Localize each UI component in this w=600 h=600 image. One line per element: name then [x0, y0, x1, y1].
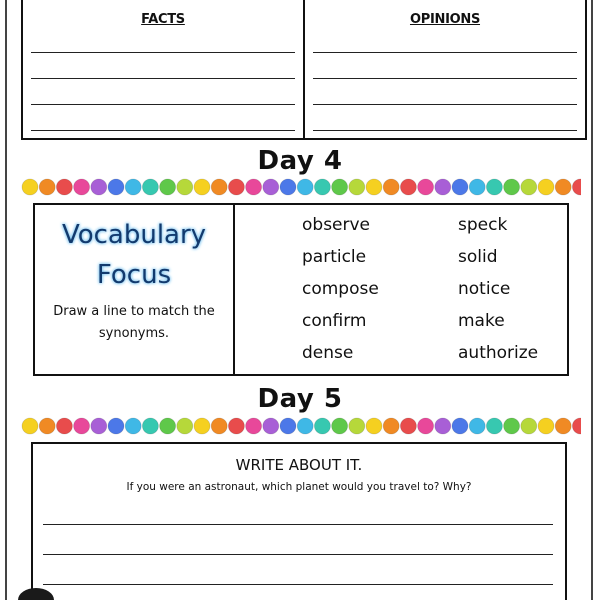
- decorative-dot: [452, 179, 468, 195]
- decorative-dot: [521, 179, 537, 195]
- page-edge-right: [591, 0, 593, 600]
- decorative-dot: [314, 179, 330, 195]
- decorative-dot: [366, 418, 382, 434]
- decorative-dot: [486, 418, 502, 434]
- opinions-column: [303, 0, 585, 138]
- decorative-dot: [211, 418, 227, 434]
- facts-heading: FACTS: [141, 12, 185, 27]
- decorative-dot: [39, 179, 55, 195]
- decorative-dot: [555, 418, 571, 434]
- decorative-dot: [74, 179, 90, 195]
- decorative-dot: [263, 418, 279, 434]
- decorative-dot: [297, 179, 313, 195]
- vocabulary-instruction: Draw a line to match the synonyms.: [53, 304, 215, 341]
- focus-title: Focus: [96, 260, 172, 290]
- decorative-dot: [108, 418, 124, 434]
- decorative-dot: [314, 418, 330, 434]
- decorative-dot: [383, 418, 399, 434]
- word-a[interactable]: confirm: [302, 311, 367, 331]
- decorative-dot: [22, 418, 38, 434]
- decorative-dot: [297, 418, 313, 434]
- decorative-dot: [435, 179, 451, 195]
- decorative-dot: [177, 179, 193, 195]
- writing-line[interactable]: [31, 104, 295, 105]
- decorative-dot: [332, 179, 348, 195]
- decorative-dot: [177, 418, 193, 434]
- decorative-dot: [91, 418, 107, 434]
- page-edge-left: [5, 0, 7, 600]
- writing-line[interactable]: [31, 52, 295, 53]
- decorative-dot: [469, 179, 485, 195]
- decorative-dot: [400, 418, 416, 434]
- writing-line[interactable]: [43, 524, 553, 525]
- decorative-dot: [228, 418, 244, 434]
- decorative-dot: [366, 179, 382, 195]
- decorative-dot: [572, 418, 581, 434]
- write-heading: WRITE ABOUT IT.: [235, 456, 363, 474]
- word-b[interactable]: solid: [458, 247, 498, 267]
- decorative-dot: [39, 418, 55, 434]
- dot-divider: [21, 178, 581, 196]
- decorative-dot: [125, 418, 141, 434]
- synonym-words-panel: [235, 205, 567, 374]
- decorative-dot: [160, 179, 176, 195]
- decorative-dot: [452, 418, 468, 434]
- dot-divider-svg: [21, 178, 581, 196]
- vocabulary-box: [33, 203, 569, 376]
- writing-line[interactable]: [43, 554, 553, 555]
- day4-title: Day 4: [257, 146, 343, 176]
- decorative-dot: [194, 418, 210, 434]
- decorative-dot: [400, 179, 416, 195]
- write-prompt: If you were an astronaut, which planet would you travel to? Why?: [126, 481, 472, 493]
- dot-divider: [21, 417, 581, 435]
- decorative-dot: [469, 418, 485, 434]
- decorative-dot: [125, 179, 141, 195]
- writing-line[interactable]: [43, 584, 553, 585]
- decorative-dot: [504, 179, 520, 195]
- word-a[interactable]: particle: [302, 247, 367, 267]
- facts-opinions-table: [21, 0, 587, 140]
- writing-line[interactable]: [313, 52, 577, 53]
- decorative-dot: [435, 418, 451, 434]
- decorative-dot: [555, 179, 571, 195]
- decorative-dot: [349, 179, 365, 195]
- writing-line[interactable]: [313, 130, 577, 131]
- vocabulary-title: Vocabulary: [61, 220, 207, 250]
- decorative-dot: [383, 179, 399, 195]
- decorative-dot: [418, 418, 434, 434]
- writing-line[interactable]: [313, 78, 577, 79]
- writing-line[interactable]: [31, 78, 295, 79]
- decorative-dot: [228, 179, 244, 195]
- decorative-dot: [142, 418, 158, 434]
- decorative-dot: [56, 418, 72, 434]
- decorative-dot: [56, 179, 72, 195]
- decorative-dot: [22, 179, 38, 195]
- writing-line[interactable]: [313, 104, 577, 105]
- decorative-dot: [246, 179, 262, 195]
- word-a[interactable]: dense: [302, 343, 354, 363]
- decorative-dot: [538, 418, 554, 434]
- decorative-dot: [418, 179, 434, 195]
- decorative-dot: [263, 179, 279, 195]
- decorative-dot: [486, 179, 502, 195]
- decorative-dot: [74, 418, 90, 434]
- facts-column: [23, 0, 303, 138]
- decorative-dot: [160, 418, 176, 434]
- decorative-dot: [91, 179, 107, 195]
- dot-divider-svg: [21, 417, 581, 435]
- vocabulary-focus-panel: [35, 205, 235, 374]
- writing-line[interactable]: [31, 130, 295, 131]
- decorative-dot: [521, 418, 537, 434]
- opinions-heading: OPINIONS: [409, 12, 481, 27]
- decorative-dot: [280, 179, 296, 195]
- word-b[interactable]: authorize: [458, 343, 539, 363]
- decorative-dot: [538, 179, 554, 195]
- decorative-dot: [211, 179, 227, 195]
- decorative-dot: [332, 418, 348, 434]
- decorative-dot: [349, 418, 365, 434]
- word-a[interactable]: observe: [302, 215, 371, 235]
- decorative-dot: [572, 179, 581, 195]
- word-b[interactable]: make: [458, 311, 505, 331]
- decorative-dot: [194, 179, 210, 195]
- decorative-dot: [246, 418, 262, 434]
- decorative-dot: [280, 418, 296, 434]
- write-about-it-box: [31, 442, 567, 600]
- word-b[interactable]: speck: [458, 215, 508, 235]
- word-b[interactable]: notice: [458, 279, 511, 299]
- decorative-dot: [142, 179, 158, 195]
- decorative-dot: [504, 418, 520, 434]
- word-a[interactable]: compose: [302, 279, 379, 299]
- day5-title: Day 5: [257, 384, 343, 414]
- decorative-dot: [108, 179, 124, 195]
